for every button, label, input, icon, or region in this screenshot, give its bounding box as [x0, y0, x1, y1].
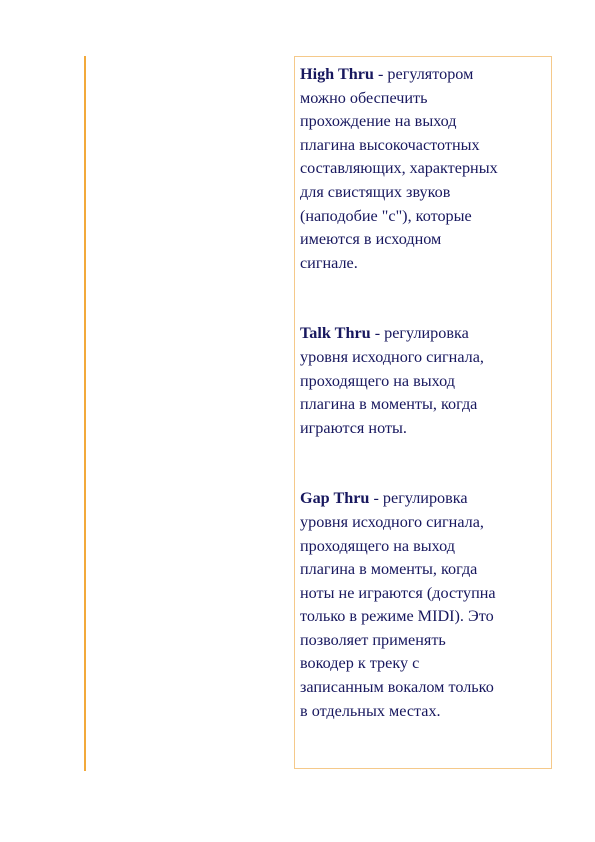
term-gap-thru: Gap Thru: [300, 489, 370, 508]
term-high-thru: High Thru: [300, 65, 374, 83]
text-line: позволяет применять: [300, 630, 446, 649]
text-line: плагина высокочастотных: [300, 135, 480, 154]
text-line: уровня исходного сигнала,: [300, 512, 484, 531]
text-line: ноты не играются (доступна: [300, 583, 496, 602]
paragraph-high-thru: [300, 63, 547, 275]
left-margin-rule: [84, 56, 86, 771]
text-line: в отдельных местах.: [300, 701, 441, 720]
term-talk-thru: Talk Thru: [300, 324, 371, 343]
text-line: (наподобие "с"), которые: [300, 206, 472, 225]
text-line: имеются в исходном: [300, 230, 442, 249]
text-line: записанным вокалом только: [300, 678, 494, 697]
text-line: прохождение на выход: [300, 112, 457, 131]
text-line: составляющих, характерных: [300, 159, 498, 178]
text-line: сигнале.: [300, 253, 358, 272]
text-line: играются ноты.: [300, 418, 407, 437]
text-line: для свистящих звуков: [300, 182, 451, 201]
text-line: можно обеспечить: [300, 88, 428, 107]
text-line: - регулировка: [369, 489, 468, 508]
paragraph-talk-thru: [300, 322, 547, 440]
text-line: проходящего на выход: [300, 536, 456, 555]
paragraph-gap-thru: [300, 487, 547, 723]
text-line: вокодер к треку с: [300, 654, 420, 673]
text-line: плагина в моменты, когда: [300, 395, 478, 414]
text-line: проходящего на выход: [300, 371, 456, 390]
description-text-box: [294, 56, 552, 769]
text-line: только в режиме MIDI). Это: [300, 607, 494, 626]
text-line: - регулятором: [373, 65, 474, 83]
text-line: плагина в моменты, когда: [300, 560, 478, 579]
text-line: - регулировка: [370, 324, 469, 343]
text-line: уровня исходного сигнала,: [300, 347, 484, 366]
